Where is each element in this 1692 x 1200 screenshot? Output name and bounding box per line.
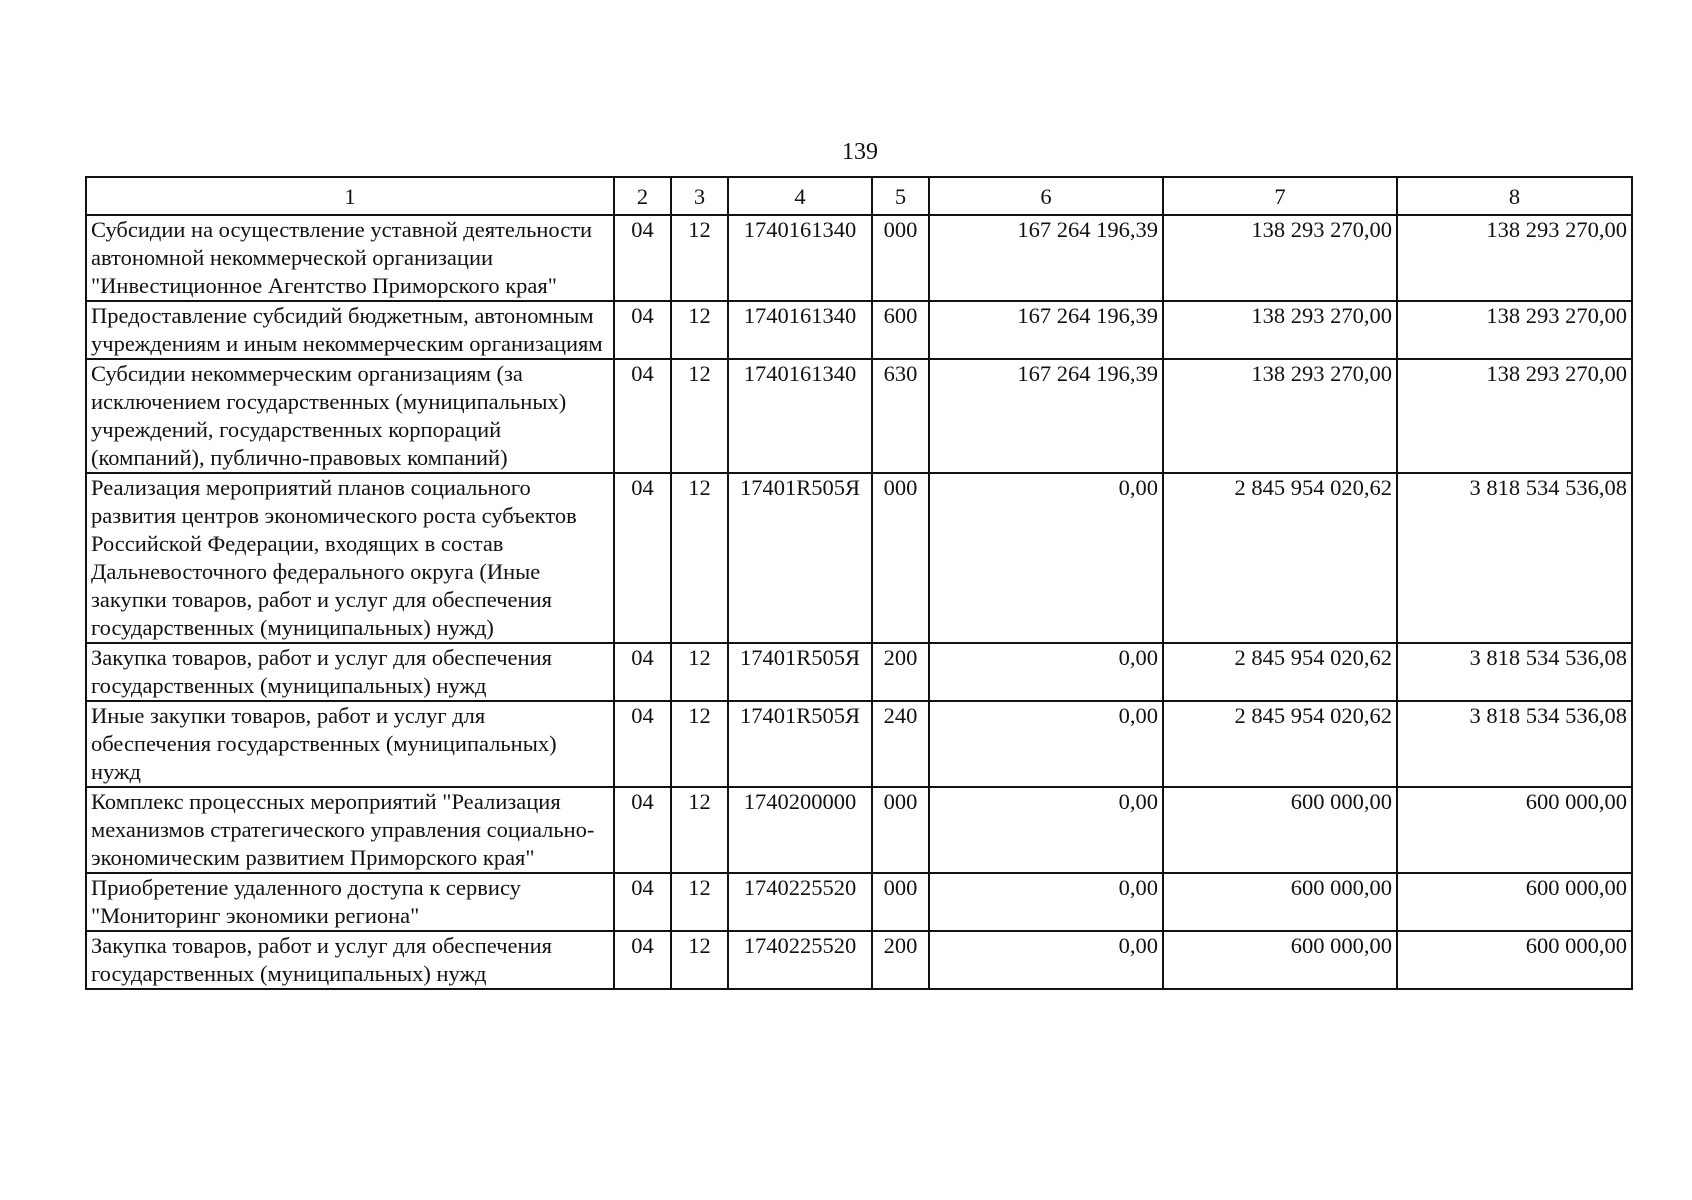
- row-code-4: 1740161340: [728, 215, 872, 301]
- page-number: 139: [842, 139, 878, 165]
- row-code-4: 1740225520: [728, 931, 872, 989]
- row-code-3: 12: [671, 359, 728, 473]
- row-amount-7: 138 293 270,00: [1163, 215, 1397, 301]
- row-code-5: 200: [872, 931, 929, 989]
- row-description: Комплекс процессных мероприятий "Реализация механизмов стратегического управления социально-экономическим развитием Приморского края": [86, 787, 614, 873]
- column-header: 5: [872, 177, 929, 215]
- row-code-3: 12: [671, 643, 728, 701]
- column-header: 2: [614, 177, 671, 215]
- row-code-2: 04: [614, 931, 671, 989]
- row-amount-7: 2 845 954 020,62: [1163, 643, 1397, 701]
- row-amount-7: 600 000,00: [1163, 787, 1397, 873]
- row-description: Закупка товаров, работ и услуг для обеспечения государственных (муниципальных) нужд: [86, 643, 614, 701]
- row-amount-7: 138 293 270,00: [1163, 359, 1397, 473]
- row-code-3: 12: [671, 701, 728, 787]
- row-code-4: 17401R505Я: [728, 701, 872, 787]
- row-amount-8: 600 000,00: [1397, 787, 1632, 873]
- row-amount-6: 167 264 196,39: [929, 359, 1163, 473]
- row-code-2: 04: [614, 301, 671, 359]
- row-code-5: 630: [872, 359, 929, 473]
- row-amount-8: 600 000,00: [1397, 931, 1632, 989]
- row-code-3: 12: [671, 301, 728, 359]
- row-description: Предоставление субсидий бюджетным, автономным учреждениям и иным некоммерческим организациям: [86, 301, 614, 359]
- header-row: [86, 177, 1632, 215]
- row-code-2: 04: [614, 359, 671, 473]
- row-amount-8: 3 818 534 536,08: [1397, 643, 1632, 701]
- table-row: [86, 301, 1632, 359]
- row-code-3: 12: [671, 873, 728, 931]
- row-code-2: 04: [614, 873, 671, 931]
- row-amount-8: 138 293 270,00: [1397, 215, 1632, 301]
- table-row: [86, 473, 1632, 643]
- row-amount-8: 3 818 534 536,08: [1397, 701, 1632, 787]
- row-code-4: 1740161340: [728, 301, 872, 359]
- row-description: Реализация мероприятий планов социального развития центров экономического роста субъектов Российской Федерации, входящих в состав Дальневосточного федерального округа (Иные закупки товаров, работ и услуг для обеспечения государственных (муниципальных) нужд): [86, 473, 614, 643]
- row-amount-6: 0,00: [929, 473, 1163, 643]
- column-header: 4: [728, 177, 872, 215]
- row-amount-8: 138 293 270,00: [1397, 359, 1632, 473]
- row-amount-6: 0,00: [929, 873, 1163, 931]
- row-code-5: 200: [872, 643, 929, 701]
- table-row: [86, 931, 1632, 989]
- row-code-4: 17401R505Я: [728, 473, 872, 643]
- row-code-3: 12: [671, 787, 728, 873]
- row-code-2: 04: [614, 701, 671, 787]
- column-header: 3: [671, 177, 728, 215]
- row-code-4: 1740200000: [728, 787, 872, 873]
- row-amount-7: 2 845 954 020,62: [1163, 473, 1397, 643]
- row-amount-8: 3 818 534 536,08: [1397, 473, 1632, 643]
- row-description: Приобретение удаленного доступа к сервису "Мониторинг экономики региона": [86, 873, 614, 931]
- row-amount-6: 167 264 196,39: [929, 301, 1163, 359]
- row-amount-6: 0,00: [929, 787, 1163, 873]
- row-amount-6: 0,00: [929, 643, 1163, 701]
- row-amount-7: 2 845 954 020,62: [1163, 701, 1397, 787]
- row-amount-7: 138 293 270,00: [1163, 301, 1397, 359]
- row-code-5: 240: [872, 701, 929, 787]
- row-description: Закупка товаров, работ и услуг для обеспечения государственных (муниципальных) нужд: [86, 931, 614, 989]
- row-amount-8: 138 293 270,00: [1397, 301, 1632, 359]
- row-code-2: 04: [614, 473, 671, 643]
- row-code-5: 600: [872, 301, 929, 359]
- table-row: [86, 873, 1632, 931]
- table-row: [86, 215, 1632, 301]
- row-amount-7: 600 000,00: [1163, 931, 1397, 989]
- column-header: 8: [1397, 177, 1632, 215]
- table-row: [86, 701, 1632, 787]
- row-code-4: 17401R505Я: [728, 643, 872, 701]
- table-row: [86, 787, 1632, 873]
- table-row: [86, 359, 1632, 473]
- row-code-4: 1740161340: [728, 359, 872, 473]
- row-amount-8: 600 000,00: [1397, 873, 1632, 931]
- row-code-5: 000: [872, 787, 929, 873]
- row-amount-6: 0,00: [929, 931, 1163, 989]
- column-header: 6: [929, 177, 1163, 215]
- row-code-4: 1740225520: [728, 873, 872, 931]
- row-code-5: 000: [872, 215, 929, 301]
- row-description: Субсидии некоммерческим организациям (за исключением государственных (муниципальных) учреждений, государственных корпораций (компаний), публично-правовых компаний): [86, 359, 614, 473]
- row-code-2: 04: [614, 643, 671, 701]
- row-code-3: 12: [671, 931, 728, 989]
- row-code-3: 12: [671, 473, 728, 643]
- row-amount-7: 600 000,00: [1163, 873, 1397, 931]
- row-code-5: 000: [872, 473, 929, 643]
- row-code-2: 04: [614, 215, 671, 301]
- budget-table: [85, 176, 1633, 990]
- row-code-3: 12: [671, 215, 728, 301]
- row-code-5: 000: [872, 873, 929, 931]
- row-code-2: 04: [614, 787, 671, 873]
- row-amount-6: 167 264 196,39: [929, 215, 1163, 301]
- row-description: Иные закупки товаров, работ и услуг для обеспечения государственных (муниципальных) нужд: [86, 701, 614, 787]
- table-row: [86, 643, 1632, 701]
- column-header: 7: [1163, 177, 1397, 215]
- row-description: Субсидии на осуществление уставной деятельности автономной некоммерческой организации "Инвестиционное Агентство Приморского края": [86, 215, 614, 301]
- row-amount-6: 0,00: [929, 701, 1163, 787]
- column-header: 1: [86, 177, 614, 215]
